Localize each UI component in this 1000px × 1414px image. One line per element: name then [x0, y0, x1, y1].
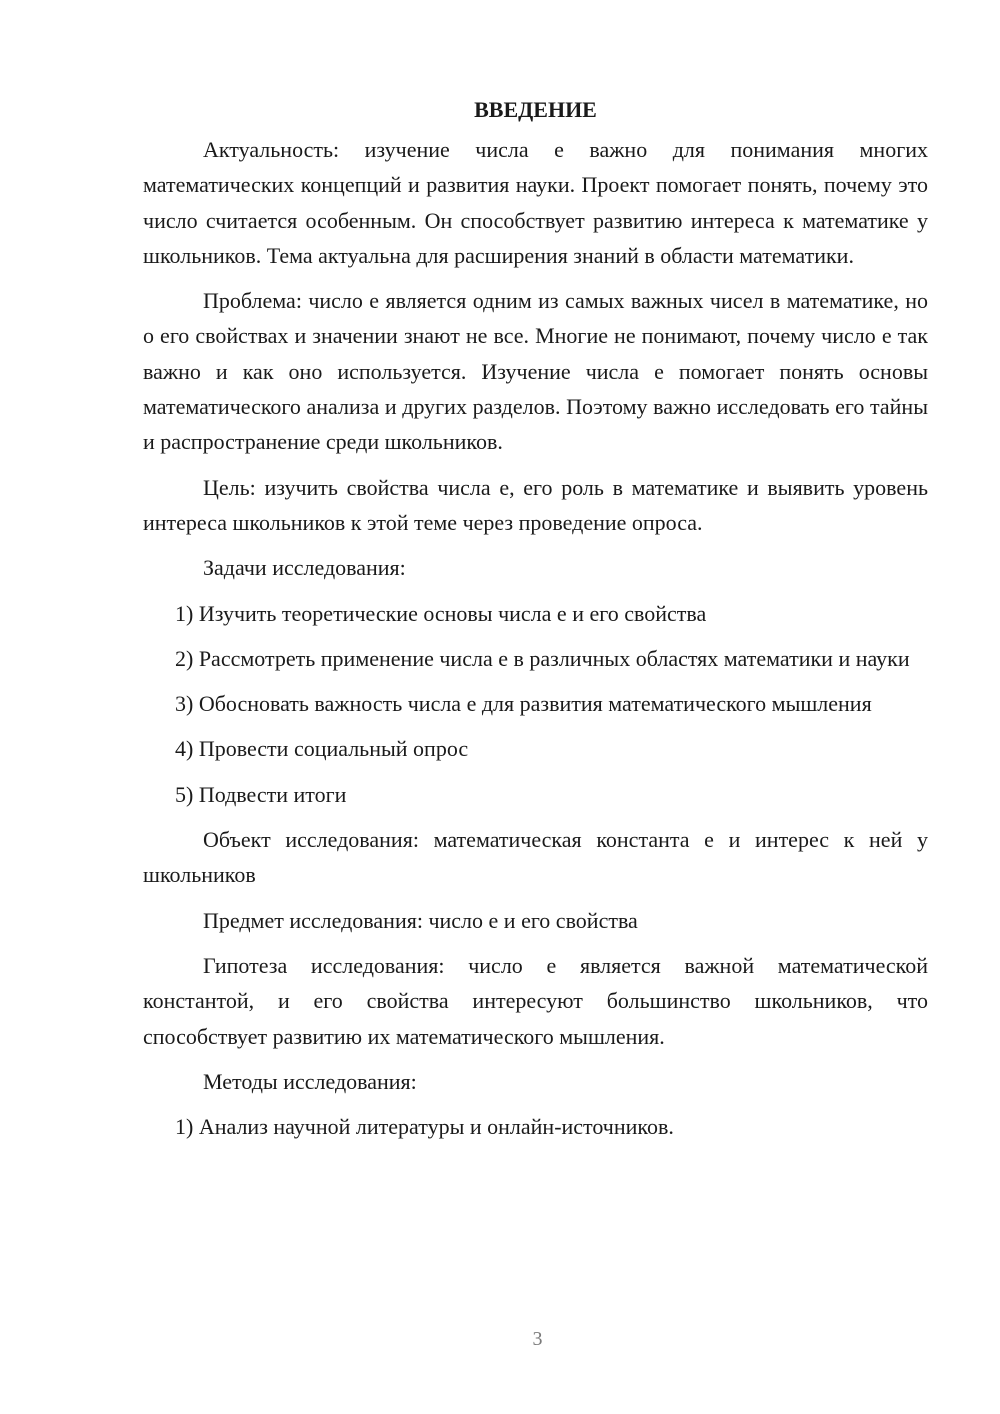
paragraph-goal: Цель: изучить свойства числа е, его роль в математике и выявить уровень интереса школьников к этой теме через проведение опроса.: [143, 474, 928, 535]
list-item-task-2: 2) Рассмотреть применение числа е в различных областях математики и науки: [175, 645, 910, 671]
section-title: ВВЕДЕНИЕ: [474, 97, 597, 122]
paragraph-object: Объект исследования: математическая константа е и интерес к ней у школьников: [143, 827, 928, 888]
paragraph-subject: Предмет исследования: число е и его свойства: [203, 907, 638, 933]
paragraph-hypothesis: Гипотеза исследования: число е является важной математической константой, и его свойства интересуют большинство школьников, что способствует развитию их математического мышления.: [143, 952, 928, 1049]
page-number: 3: [532, 1328, 543, 1350]
list-item-task-1: 1) Изучить теоретические основы числа е и его свойства: [175, 600, 707, 626]
paragraph-problem: Проблема: число е является одним из самых важных чисел в математике, но о его свойствах и значении знают не все. Многие не понимают, почему число е так важно и как оно используется. Изучение числа е помогает понять основы математического анализа и других разделов. Поэтому важно исследовать его тайны и распространение среди школьников.: [143, 288, 928, 455]
list-item-task-3: 3) Обосновать важность числа е для развития математического мышления: [175, 691, 872, 717]
paragraph-methods-heading: Методы исследования:: [203, 1068, 417, 1094]
document-page: [143, 92, 928, 1154]
paragraph-tasks-heading: Задачи исследования:: [203, 555, 406, 581]
list-item-method-1: 1) Анализ научной литературы и онлайн-источников.: [175, 1114, 674, 1140]
list-item-task-4: 4) Провести социальный опрос: [175, 736, 469, 762]
list-item-task-5: 5) Подвести итоги: [175, 781, 347, 807]
paragraph-relevance: Актуальность: изучение числа е важно для понимания многих математических концепций и развития науки. Проект помогает понять, почему это число считается особенным. Он способствует развитию интереса к математике у школьников. Тема актуальна для расширения знаний в области математики.: [143, 137, 928, 268]
